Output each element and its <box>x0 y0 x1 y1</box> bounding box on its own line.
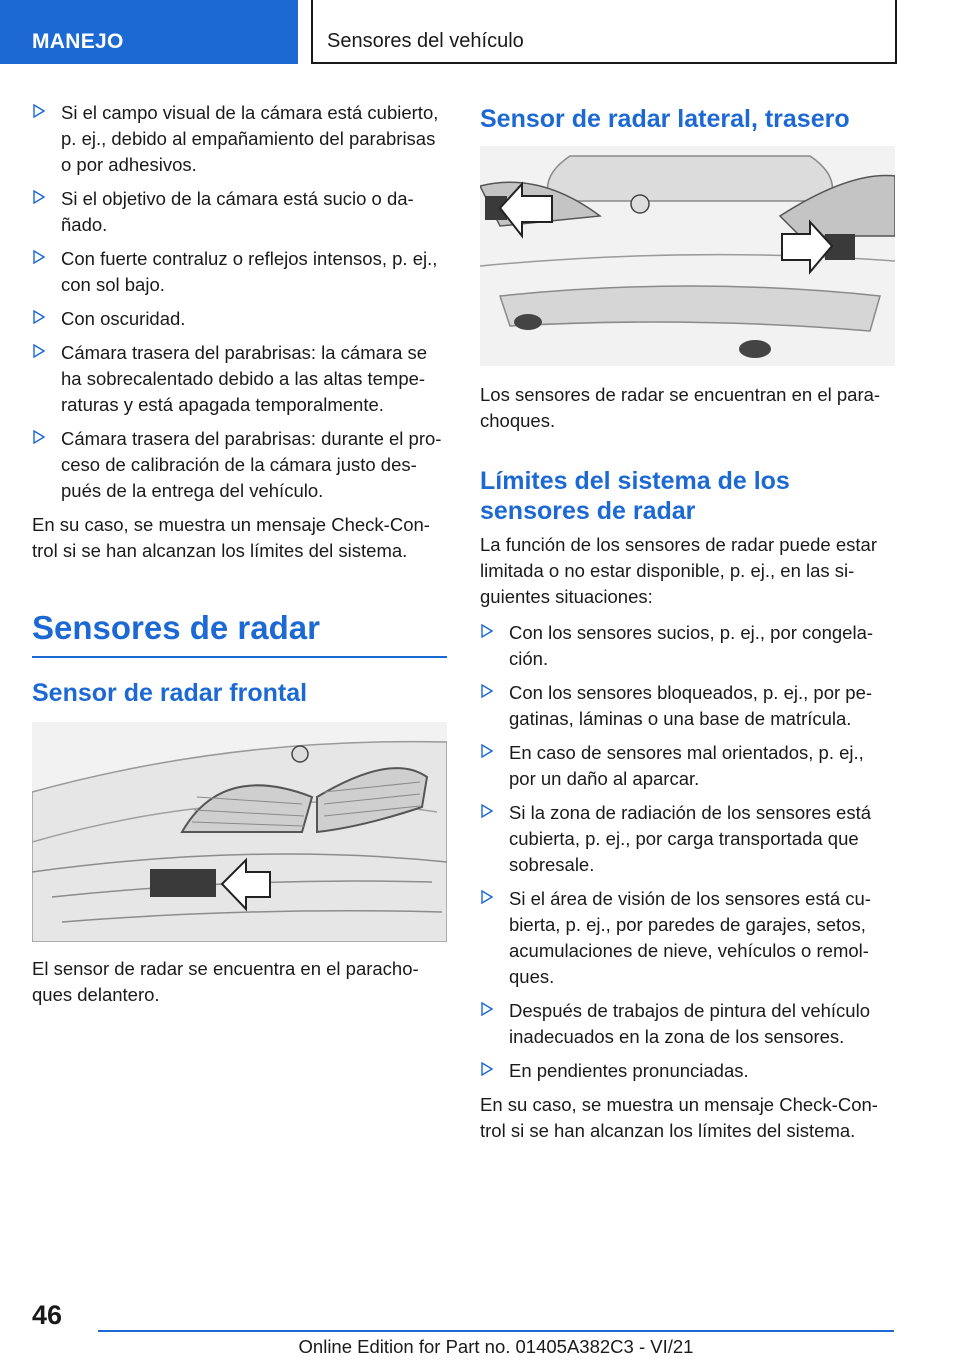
section-title: MANEJO <box>32 30 124 53</box>
rear-radar-caption: Los sensores de radar se encuentran en el para-choques. <box>480 384 881 431</box>
section-heading: Sensores de radar <box>32 608 447 658</box>
triangle-right-icon <box>481 624 493 638</box>
edition-note: Online Edition for Part no. 01405A382C3 - VI/21 <box>298 1336 694 1357</box>
triangle-right-icon <box>481 684 493 698</box>
triangle-right-icon <box>33 104 45 118</box>
rear-bumper-illustration <box>480 146 895 366</box>
list-item: Con fuerte contraluz o reflejos intensos, p. ej., con sol bajo. <box>32 246 447 298</box>
list-item: Cámara trasera del parabrisas: la cámara se ha sobrecalentado debido a las altas tempe-raturas y está apagada temporalmente. <box>32 340 447 418</box>
camera-limits-list <box>32 100 447 504</box>
triangle-right-icon <box>481 1062 493 1076</box>
list-item: En pendientes pronunciadas. <box>480 1058 895 1084</box>
section-tab <box>0 0 298 64</box>
list-item: Si el objetivo de la cámara está sucio o da-ñado. <box>32 186 447 238</box>
triangle-right-icon <box>481 804 493 818</box>
list-item: Cámara trasera del parabrisas: durante el pro-ceso de calibración de la cámara justo des-pués de la entrega del vehículo. <box>32 426 447 504</box>
list-item: Con los sensores bloqueados, p. ej., por pe-gatinas, láminas o una base de matrícula. <box>480 680 895 732</box>
right-column <box>480 100 895 1144</box>
chapter-title: Sensores del vehículo <box>327 30 524 52</box>
list-item: En caso de sensores mal orientados, p. ej., por un daño al aparcar. <box>480 740 895 792</box>
footer-divider <box>98 1330 894 1332</box>
left-column <box>32 100 447 1008</box>
triangle-right-icon <box>33 344 45 358</box>
list-item: Si el área de visión de los sensores está cu-bierta, p. ej., por paredes de garajes, setos, acumulaciones de nieve, vehículos o remol-ques. <box>480 886 895 990</box>
triangle-right-icon <box>481 890 493 904</box>
limits-heading: Límites del sistema de los sensores de radar <box>480 467 790 525</box>
radar-limits-list <box>480 620 895 1084</box>
triangle-right-icon <box>481 744 493 758</box>
front-radar-heading: Sensor de radar frontal <box>32 679 308 707</box>
rear-radar-figure <box>480 146 895 366</box>
limits-intro: La función de los sensores de radar puede estar limitada o no estar disponible, p. ej., en las si-guientes situaciones: <box>480 534 877 607</box>
list-item: Con los sensores sucios, p. ej., por congela-ción. <box>480 620 895 672</box>
front-bumper-illustration <box>32 722 447 942</box>
list-item: Con oscuridad. <box>32 306 447 332</box>
radar-sensor-marker <box>150 869 216 897</box>
triangle-right-icon <box>33 190 45 204</box>
front-radar-figure <box>32 722 447 942</box>
triangle-right-icon <box>481 1002 493 1016</box>
check-control-note: En su caso, se muestra un mensaje Check-Con-trol si se han alcanzan los límites del sistema. <box>480 1094 878 1141</box>
page-number: 46 <box>32 1300 63 1330</box>
list-item: Después de trabajos de pintura del vehículo inadecuados en la zona de los sensores. <box>480 998 895 1050</box>
chapter-tab <box>311 0 897 64</box>
check-control-note: En su caso, se muestra un mensaje Check-Con-trol si se han alcanzan los límites del sistema. <box>32 514 430 561</box>
triangle-right-icon <box>33 250 45 264</box>
triangle-right-icon <box>33 430 45 444</box>
list-item: Si el campo visual de la cámara está cubierto, p. ej., debido al empañamiento del parabrisas o por adhesivos. <box>32 100 447 178</box>
triangle-right-icon <box>33 310 45 324</box>
front-radar-caption: El sensor de radar se encuentra en el paracho-ques delantero. <box>32 958 419 1005</box>
rear-radar-heading: Sensor de radar lateral, trasero <box>480 105 850 133</box>
list-item: Si la zona de radiación de los sensores está cubierta, p. ej., por carga transportada que sobresale. <box>480 800 895 878</box>
